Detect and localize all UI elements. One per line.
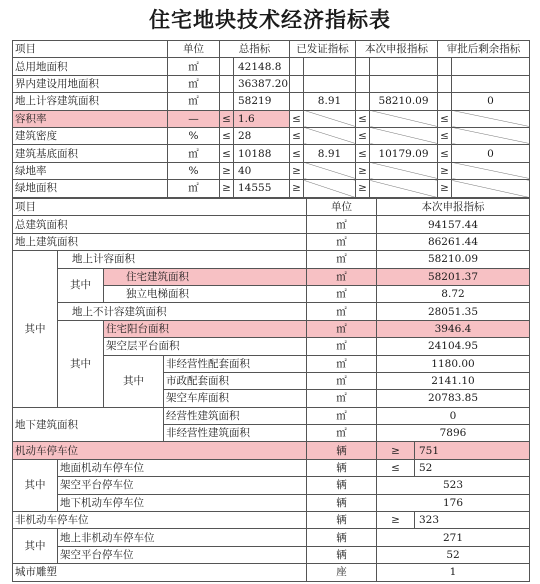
group-label: 其中 (58, 268, 104, 303)
row-unit: % (168, 127, 220, 144)
row-symbol: ≤ (290, 127, 304, 144)
row-value: 3946.4 (377, 320, 530, 337)
row-symbol: ≤ (438, 110, 452, 127)
row-symbol (290, 93, 304, 110)
table1-header-cell: 已发证指标 (290, 41, 356, 58)
table-row (13, 303, 530, 320)
table1-header-cell: 审批后剩余指标 (438, 41, 530, 58)
row-unit: ㎡ (307, 338, 377, 355)
row-value (370, 75, 438, 92)
row-label: 地面机动车停车位 (58, 459, 307, 476)
row-value: 52 (415, 459, 530, 476)
row-value (304, 127, 356, 144)
row-value (452, 162, 530, 179)
row-unit: ㎡ (307, 268, 377, 285)
row-value: 176 (377, 494, 530, 511)
row-symbol (220, 58, 234, 75)
table-row (13, 162, 530, 179)
row-unit: ㎡ (168, 145, 220, 162)
row-symbol: ≤ (220, 145, 234, 162)
row-symbol: ≥ (377, 442, 415, 459)
indicator-table-1 (12, 40, 530, 198)
table1-header-cell: 本次申报指标 (356, 41, 438, 58)
row-value: 42148.8 (234, 58, 290, 75)
row-unit: 辆 (307, 494, 377, 511)
row-value (370, 127, 438, 144)
row-label: 地上建筑面积 (13, 233, 307, 250)
table-row (13, 58, 530, 75)
table-row (13, 407, 530, 424)
row-value: 40 (234, 162, 290, 179)
table1-header-row (13, 41, 530, 58)
group-label: 其中 (104, 355, 164, 407)
row-value: 28051.35 (377, 303, 530, 320)
row-unit: ㎡ (307, 372, 377, 389)
row-symbol: ≤ (356, 110, 370, 127)
header-item: 项目 (13, 199, 307, 216)
table-row (13, 529, 530, 546)
row-symbol (438, 58, 452, 75)
row-label: 非经营性建筑面积 (164, 425, 307, 442)
row-value (452, 127, 530, 144)
row-label-highlight: 住宅建筑面积 (104, 268, 307, 285)
table-row (13, 233, 530, 250)
row-symbol (290, 58, 304, 75)
row-unit: ㎡ (168, 58, 220, 75)
row-label: 市政配套面积 (164, 372, 307, 389)
row-value: 28 (234, 127, 290, 144)
group-label: 其中 (13, 251, 58, 408)
row-unit: 辆 (307, 459, 377, 476)
table2-header-row (13, 199, 530, 216)
row-symbol (290, 75, 304, 92)
row-value: 24104.95 (377, 338, 530, 355)
indicator-table-2 (12, 198, 530, 582)
row-unit: 辆 (307, 529, 377, 546)
row-value: 8.72 (377, 285, 530, 302)
row-unit: 辆 (307, 442, 377, 459)
row-value (304, 75, 356, 92)
table-row (13, 442, 530, 459)
row-value: 0 (452, 145, 530, 162)
row-unit: — (168, 110, 220, 127)
row-symbol: ≥ (356, 180, 370, 197)
table-row (13, 75, 530, 92)
row-value (452, 110, 530, 127)
table-row (13, 110, 530, 127)
row-unit: ㎡ (307, 285, 377, 302)
table-row (13, 320, 530, 337)
row-label: 建筑密度 (13, 127, 168, 144)
row-value (304, 162, 356, 179)
row-symbol: ≥ (356, 162, 370, 179)
row-unit: ㎡ (307, 251, 377, 268)
row-symbol: ≥ (438, 180, 452, 197)
row-symbol: ≤ (356, 127, 370, 144)
row-label: 界内建设用地面积 (13, 75, 168, 92)
row-label: 绿地面积 (13, 180, 168, 197)
table-row (13, 93, 530, 110)
row-symbol: ≤ (290, 110, 304, 127)
row-unit: 座 (307, 564, 377, 581)
row-label: 地上计容建筑面积 (13, 93, 168, 110)
table1-header-cell: 总指标 (220, 41, 290, 58)
row-label: 非机动车停车位 (13, 512, 307, 529)
group-label: 其中 (13, 459, 58, 511)
row-label: 经营性建筑面积 (164, 407, 307, 424)
row-unit: ㎡ (307, 320, 377, 337)
header-apply: 本次申报指标 (377, 199, 530, 216)
row-unit: 辆 (307, 546, 377, 563)
table-row (13, 459, 530, 476)
row-value: 58201.37 (377, 268, 530, 285)
row-label: 地上不计容建筑面积 (58, 303, 307, 320)
row-value: 58210.09 (370, 93, 438, 110)
table-row (13, 145, 530, 162)
row-symbol: ≥ (377, 512, 415, 529)
row-symbol (356, 75, 370, 92)
row-unit: ㎡ (307, 407, 377, 424)
row-unit: ㎡ (168, 75, 220, 92)
row-symbol: ≥ (290, 180, 304, 197)
row-value: 20783.85 (377, 390, 530, 407)
row-symbol: ≤ (220, 110, 234, 127)
row-value: 52 (377, 546, 530, 563)
table1-header-cell: 项目 (13, 41, 168, 58)
row-value: 14555 (234, 180, 290, 197)
row-value: 1 (377, 564, 530, 581)
row-unit: ㎡ (168, 93, 220, 110)
row-value: 94157.44 (377, 216, 530, 233)
row-label: 非经营性配套面积 (164, 355, 307, 372)
row-unit: ㎡ (307, 233, 377, 250)
row-label: 建筑基底面积 (13, 145, 168, 162)
row-unit: ㎡ (307, 390, 377, 407)
row-value (370, 162, 438, 179)
row-label: 总建筑面积 (13, 216, 307, 233)
row-label: 地下机动车停车位 (58, 494, 307, 511)
row-label: 架空车库面积 (164, 390, 307, 407)
row-unit: ㎡ (307, 216, 377, 233)
row-label: 城市雕塑 (13, 564, 307, 581)
table-row (13, 512, 530, 529)
row-label: 地下建筑面积 (13, 407, 164, 442)
table-row (13, 180, 530, 197)
row-unit: ㎡ (307, 303, 377, 320)
row-label: 地上非机动车停车位 (58, 529, 307, 546)
table-row (13, 564, 530, 581)
row-value (304, 58, 356, 75)
row-label: 容积率 (13, 110, 168, 127)
row-symbol (220, 93, 234, 110)
row-label: 绿地率 (13, 162, 168, 179)
row-symbol: ≥ (290, 162, 304, 179)
row-unit: ㎡ (168, 180, 220, 197)
row-symbol: ≥ (438, 162, 452, 179)
row-value: 0 (452, 93, 530, 110)
row-label-highlight: 住宅阳台面积 (104, 320, 307, 337)
header-unit: 单位 (307, 199, 377, 216)
row-value: 10188 (234, 145, 290, 162)
row-unit: 辆 (307, 512, 377, 529)
row-unit: ㎡ (307, 355, 377, 372)
row-symbol: ≥ (220, 162, 234, 179)
row-value (370, 58, 438, 75)
row-value (452, 58, 530, 75)
row-label: 架空平台停车位 (58, 546, 307, 563)
table1-header-cell: 单位 (168, 41, 220, 58)
row-value (452, 180, 530, 197)
row-symbol: ≤ (438, 127, 452, 144)
row-label: 地上计容面积 (58, 251, 307, 268)
table-row (13, 477, 530, 494)
row-symbol: ≤ (290, 145, 304, 162)
row-symbol: ≤ (438, 145, 452, 162)
table-row (13, 251, 530, 268)
row-symbol: ≤ (377, 459, 415, 476)
row-value: 58219 (234, 93, 290, 110)
row-value (304, 110, 356, 127)
row-value: 8.91 (304, 93, 356, 110)
row-label: 架空平台停车位 (58, 477, 307, 494)
table-row (13, 494, 530, 511)
row-label-highlight: 机动车停车位 (13, 442, 307, 459)
row-value (304, 180, 356, 197)
table-row (13, 546, 530, 563)
row-unit: ㎡ (307, 425, 377, 442)
row-value (370, 180, 438, 197)
table-row (13, 127, 530, 144)
row-value (370, 110, 438, 127)
row-value: 10179.09 (370, 145, 438, 162)
page-title: 住宅地块技术经济指标表 (149, 7, 391, 32)
row-label: 架空层平台面积 (104, 338, 307, 355)
row-value: 86261.44 (377, 233, 530, 250)
row-symbol (356, 93, 370, 110)
row-value: 36387.20 (234, 75, 290, 92)
row-label: 独立电梯面积 (104, 285, 307, 302)
table-row (13, 268, 530, 285)
row-symbol (356, 58, 370, 75)
group-label: 其中 (13, 529, 58, 564)
row-value: 523 (377, 477, 530, 494)
row-unit: % (168, 162, 220, 179)
row-value: 1180.00 (377, 355, 530, 372)
row-value: 58210.09 (377, 251, 530, 268)
row-value: 0 (377, 407, 530, 424)
group-label: 其中 (58, 320, 104, 407)
row-value: 271 (377, 529, 530, 546)
row-value: 323 (415, 512, 530, 529)
row-value: 2141.10 (377, 372, 530, 389)
row-value: 8.91 (304, 145, 356, 162)
table-row (13, 216, 530, 233)
row-unit: 辆 (307, 477, 377, 494)
row-symbol (220, 75, 234, 92)
row-symbol (438, 93, 452, 110)
row-value: 7896 (377, 425, 530, 442)
row-symbol: ≥ (220, 180, 234, 197)
row-value (452, 75, 530, 92)
row-symbol (438, 75, 452, 92)
row-value: 1.6 (234, 110, 290, 127)
row-label: 总用地面积 (13, 58, 168, 75)
row-symbol: ≤ (220, 127, 234, 144)
row-symbol: ≤ (356, 145, 370, 162)
row-value: 751 (415, 442, 530, 459)
